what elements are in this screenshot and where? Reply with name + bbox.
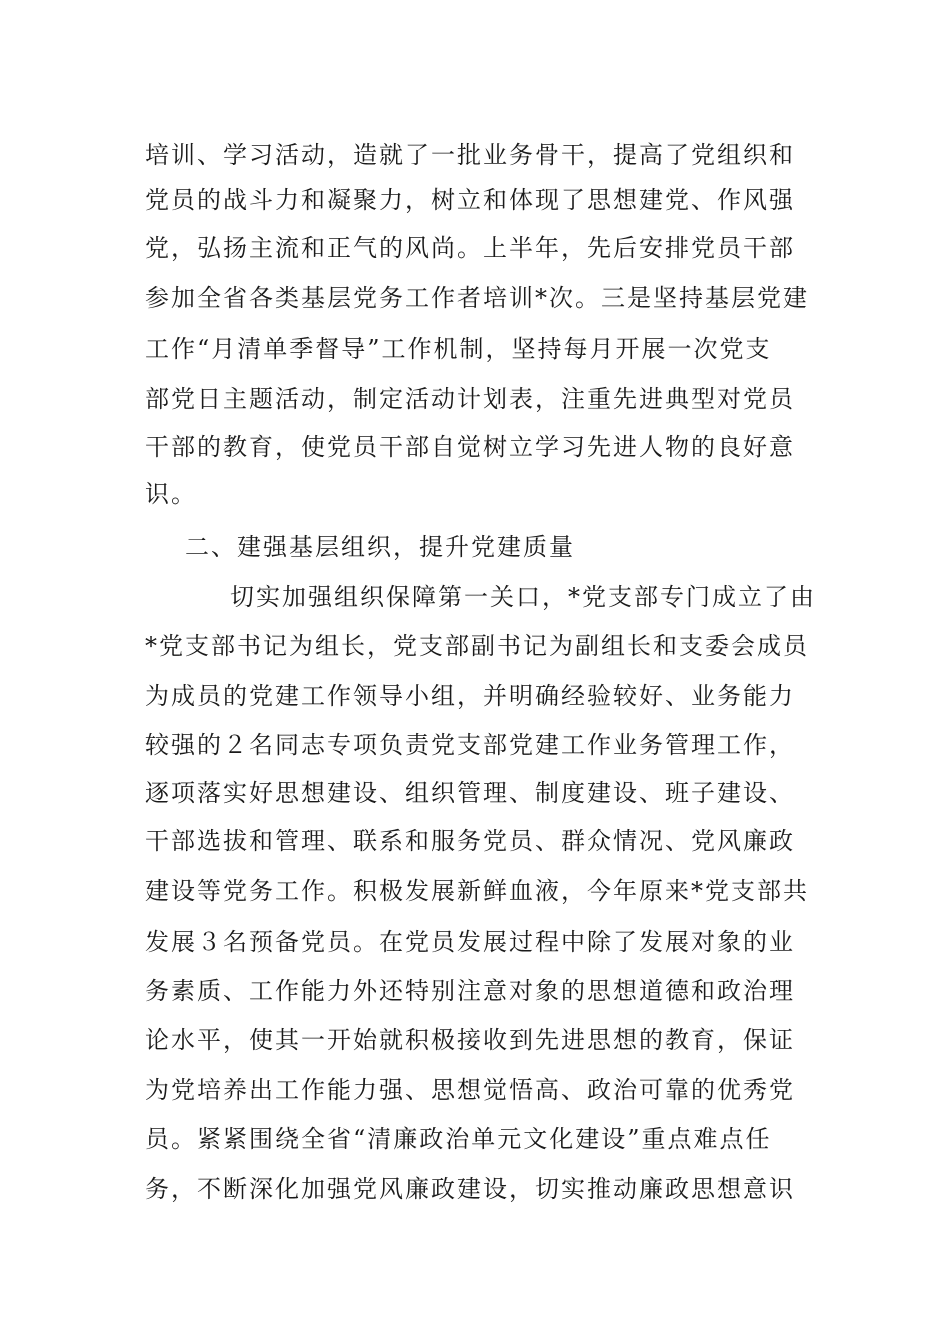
paragraph-line: *党支部书记为组长，党支部副书记为副组长和支委会成员	[145, 632, 809, 660]
paragraph-line: 参加全省各类基层党务工作者培训*次。三是坚持基层党建	[145, 284, 809, 312]
paragraph-line: 较强的２名同志专项负责党支部党建工作业务管理工作，	[145, 731, 795, 759]
paragraph-line: 务素质、工作能力外还特别注意对象的思想道德和政治理	[145, 977, 795, 1005]
paragraph-line: 为党培养出工作能力强、思想觉悟高、政治可靠的优秀党	[145, 1076, 795, 1104]
paragraph-line: 干部的教育，使党员干部自觉树立学习先进人物的良好意	[145, 433, 795, 461]
paragraph-line: 论水平，使其一开始就积极接收到先进思想的教育，保证	[145, 1026, 795, 1054]
paragraph-line: 部党日主题活动，制定活动计划表，注重先进典型对党员	[145, 385, 795, 413]
paragraph-line: 切实加强组织保障第一关口，*党支部专门成立了由	[230, 583, 816, 611]
paragraph-line: 干部选拔和管理、联系和服务党员、群众情况、党风廉政	[145, 827, 795, 855]
paragraph-line: 员。紧紧围绕全省“清廉政治单元文化建设”重点难点任	[145, 1125, 772, 1153]
paragraph-line: 建设等党务工作。积极发展新鲜血液，今年原来*党支部共	[145, 877, 809, 905]
paragraph-line: 党，弘扬主流和正气的风尚。上半年，先后安排党员干部	[145, 234, 795, 262]
paragraph-line: 为成员的党建工作领导小组，并明确经验较好、业务能力	[145, 682, 795, 710]
paragraph-line: 工作“月清单季督导”工作机制，坚持每月开展一次党支	[145, 335, 772, 363]
paragraph-line: 党员的战斗力和凝聚力，树立和体现了思想建党、作风强	[145, 186, 795, 214]
section-heading: 二、建强基层组织，提升党建质量	[185, 533, 575, 561]
paragraph-line: 务，不断深化加强党风廉政建设，切实推动廉政思想意识	[145, 1175, 795, 1203]
paragraph-line: 发展３名预备党员。在党员发展过程中除了发展对象的业	[145, 928, 795, 956]
paragraph-line: 培训、学习活动，造就了一批业务骨干，提高了党组织和	[145, 141, 795, 169]
paragraph-line: 逐项落实好思想建设、组织管理、制度建设、班子建设、	[145, 779, 795, 807]
paragraph-line: 识。	[145, 480, 197, 508]
